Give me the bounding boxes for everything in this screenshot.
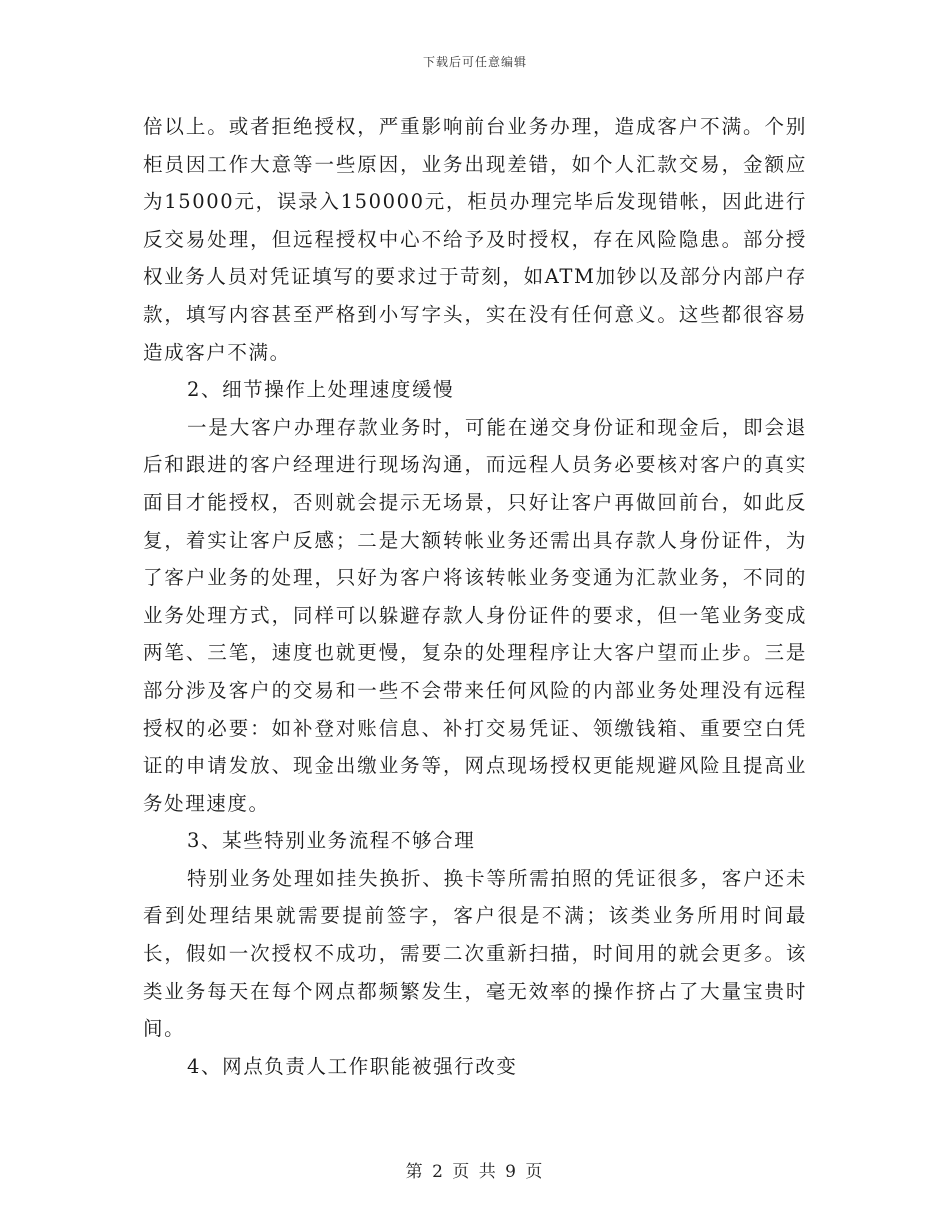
body-paragraph-3: 特别业务处理如挂失换折、换卡等所需拍照的凭证很多，客户还未看到处理结果就需要提前签字，客户很是不满；该类业务所用时间最长，假如一次授权不成功，需要二次重新扫描，时间用的就会更多。该类业务每天在每个网点都频繁发生，毫无效率的操作挤占了大量宝贵时间。 bbox=[143, 866, 807, 1041]
body-paragraph-2: 一是大客户办理存款业务时，可能在递交身份证和现金后，即会退后和跟进的客户经理进行现场沟通，而远程人员务必要核对客户的真实面目才能授权，否则就会提示无场景，只好让客户再做回前台，如此反复，着实让客户反感；二是大额转帐业务还需出具存款人身份证件，为了客户业务的处理，只好为客户将该转帐业务变通为汇款业务，不同的业务处理方式，同样可以躲避存款人身份证件的要求，但一笔业务变成两笔、三笔，速度也就更慢，复杂的处理程序让大客户望而止步。三是部分涉及客户的交易和一些不会带来任何风险的内部业务处理没有远程授权的必要：如补登对账信息、补打交易凭证、领缴钱箱、重要空白凭证的申请发放、现金出缴业务等，网点现场授权更能规避风险且提高业务处理速度。 bbox=[143, 415, 807, 815]
section-heading-2: 2、细节操作上处理速度缓慢 bbox=[187, 378, 455, 402]
section-heading-4: 4、网点负责人工作职能被强行改变 bbox=[187, 1054, 518, 1078]
document-body bbox=[143, 108, 807, 1085]
section-heading-3: 3、某些特别业务流程不够合理 bbox=[187, 829, 476, 853]
page-number-footer: 第 2 页 共 9 页 bbox=[405, 1162, 545, 1182]
page-header: 下载后可任意编辑 bbox=[422, 55, 527, 69]
body-paragraph-continuation: 倍以上。或者拒绝授权，严重影响前台业务办理，造成客户不满。个别柜员因工作大意等一些原因，业务出现差错，如个人汇款交易，金额应为15000元，误录入150000元，柜员办理完毕后发现错帐，因此进行反交易处理，但远程授权中心不给予及时授权，存在风险隐患。部分授权业务人员对凭证填写的要求过于苛刻，如ATM加钞以及部分内部户存款，填写内容甚至严格到小写字头，实在没有任何意义。这些都很容易造成客户不满。 bbox=[143, 115, 807, 364]
